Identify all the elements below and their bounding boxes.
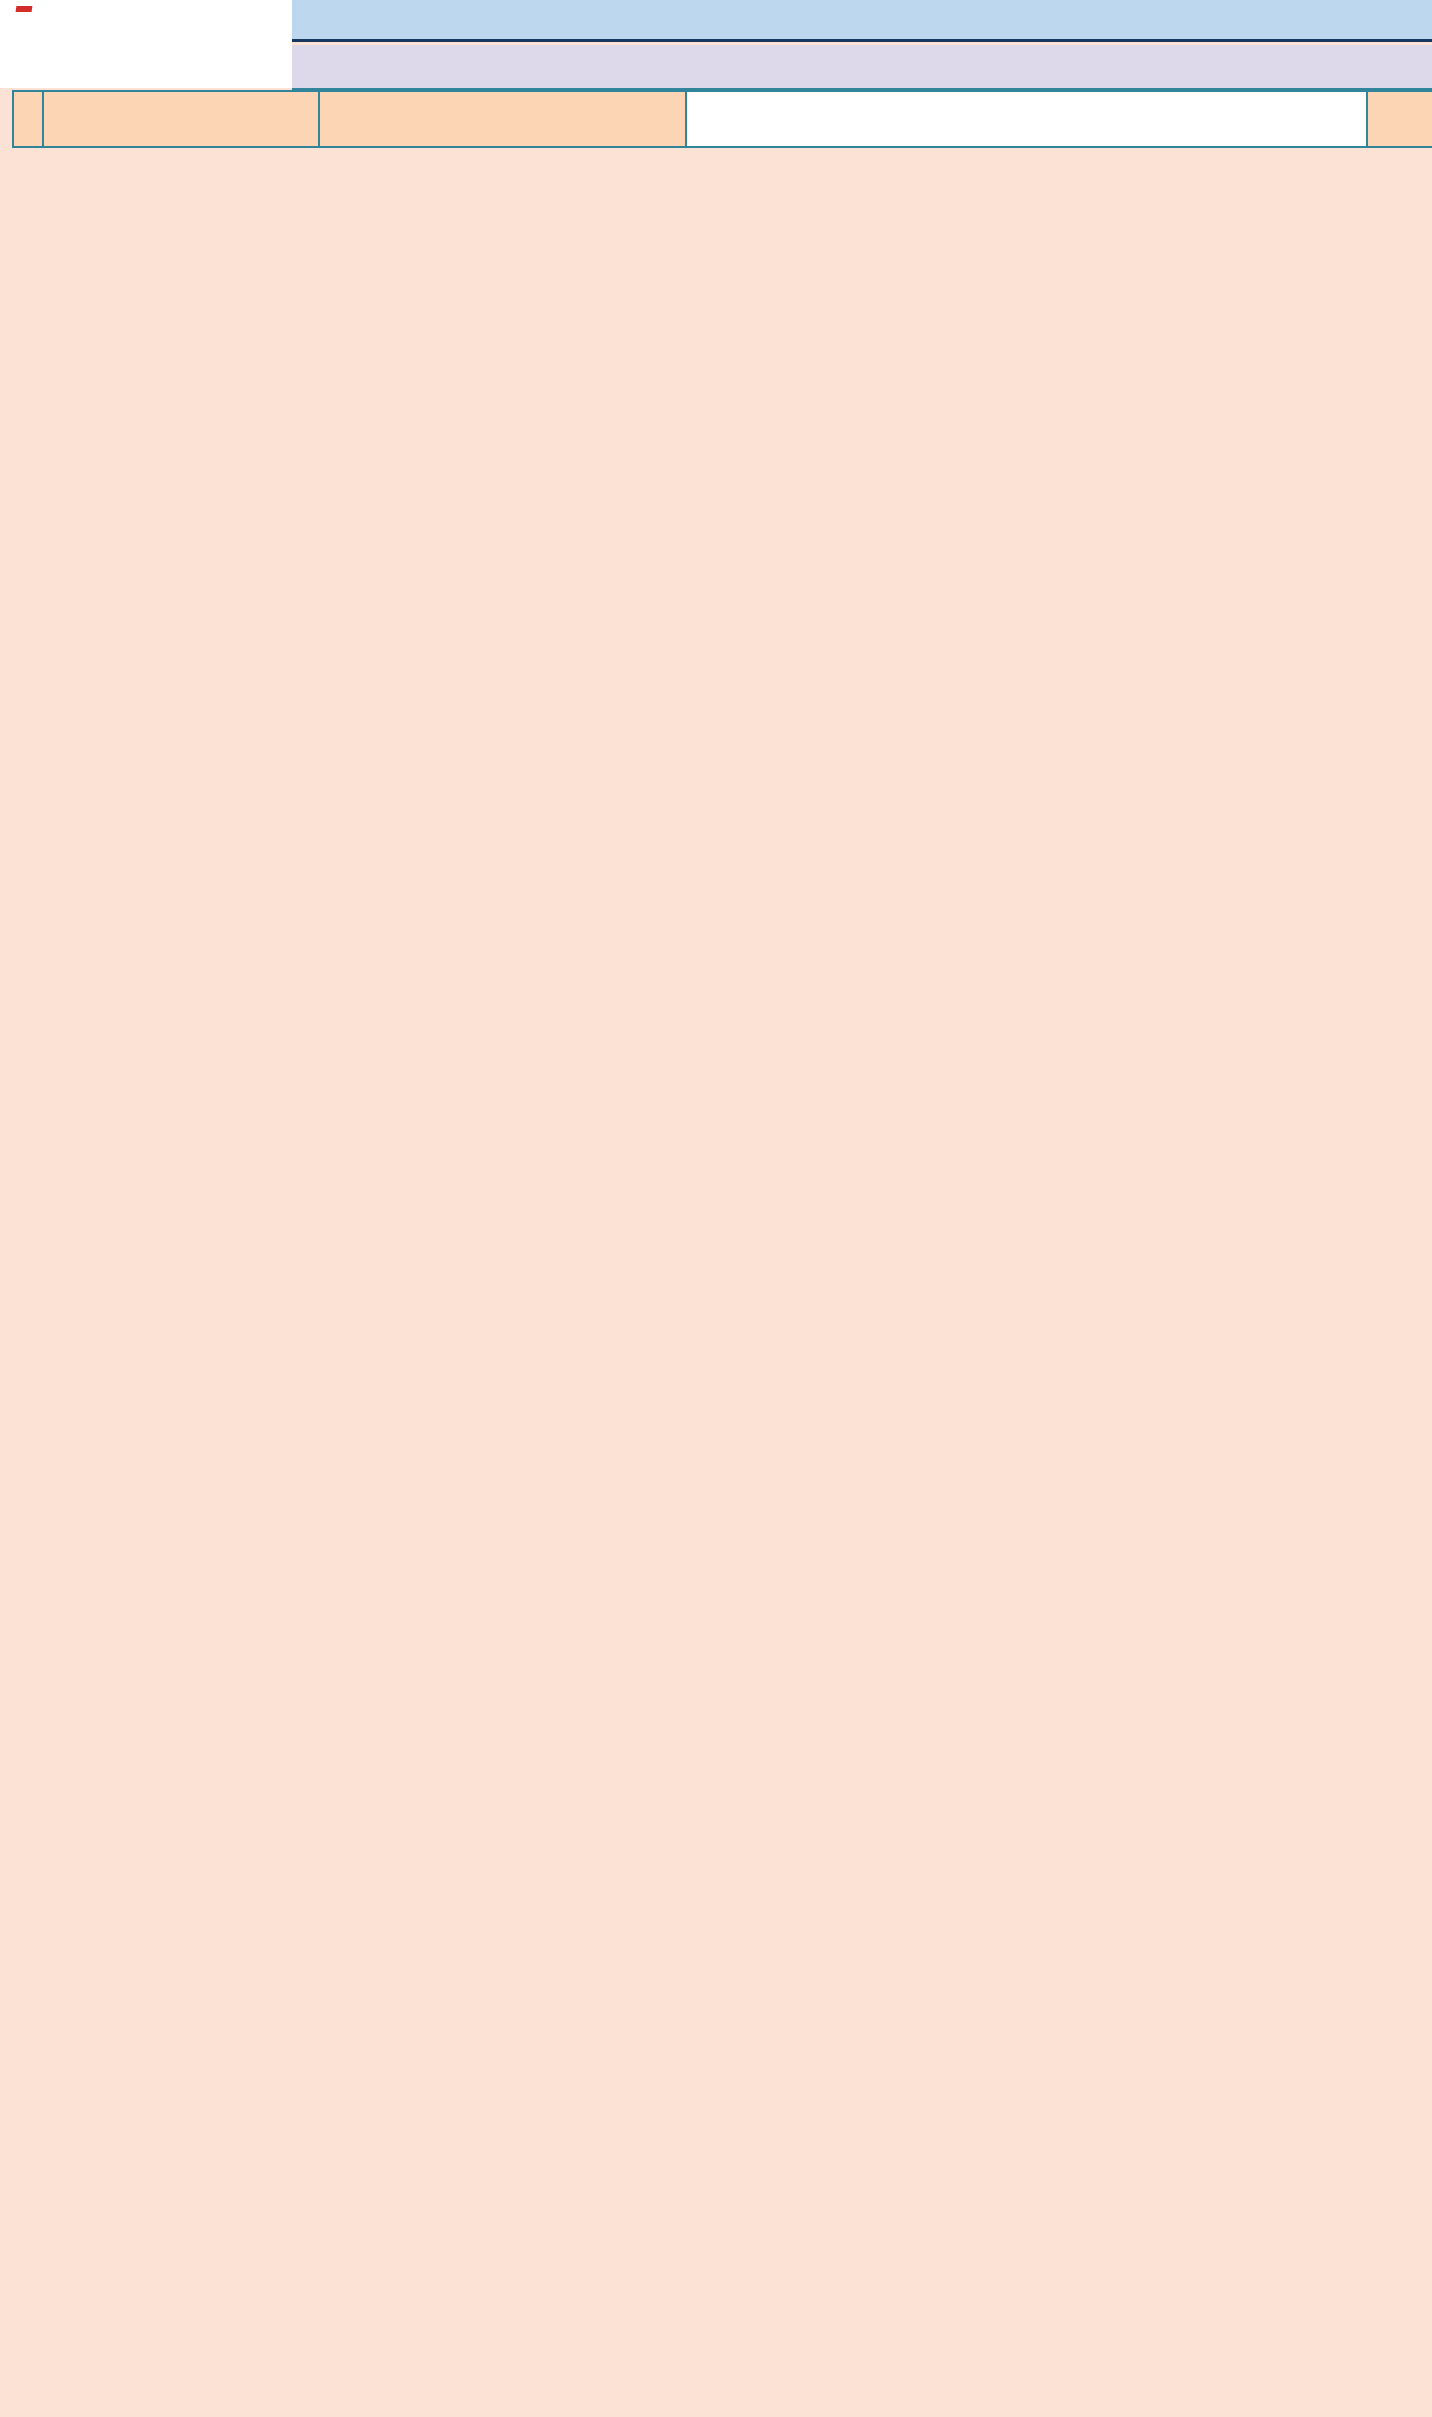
header-tt	[14, 92, 44, 146]
stats-table	[12, 90, 1432, 148]
header-member	[44, 92, 320, 146]
header-days	[687, 92, 1368, 146]
header-dan	[320, 92, 687, 146]
day-results-row	[687, 119, 1366, 146]
day-numbers-row	[687, 92, 1366, 119]
header-total	[1368, 92, 1432, 146]
page-header	[0, 0, 1432, 90]
brand-row	[8, 6, 288, 12]
table-header-row	[14, 92, 1432, 148]
site-logo[interactable]	[0, 0, 292, 88]
forum-badge	[16, 6, 33, 12]
month-title-bar	[292, 45, 1432, 90]
topic-banner	[292, 0, 1432, 42]
